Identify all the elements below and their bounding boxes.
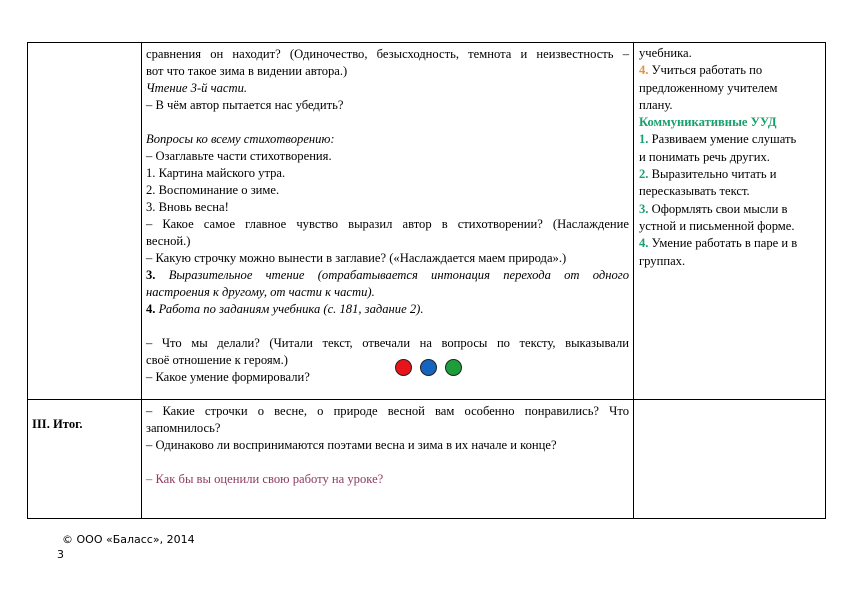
text-line: – Как бы вы оценили свою работу на уроке? — [146, 472, 384, 486]
text-line — [639, 62, 821, 79]
text-line — [639, 201, 821, 218]
table-row — [28, 43, 826, 400]
empty-cell — [634, 400, 826, 519]
text-line: группах. — [639, 253, 686, 268]
text-line: предложенному учителем — [639, 80, 778, 95]
text-line: Чтение 3-й части. — [146, 81, 248, 95]
text-line: запомнилось? — [146, 421, 221, 435]
text-line: вот что такое зима в видении автора.) — [146, 64, 348, 78]
item-number: 4. — [639, 63, 649, 78]
text-line: весной.) — [146, 234, 191, 248]
copyright-text: © ООО «Баласс», 2014 — [62, 533, 195, 546]
item-number: 3. — [639, 201, 649, 216]
text-line: сравнения он находит? (Одиночество, безысходность, темнота и неизвестность – — [146, 47, 629, 61]
item-text: Умение работать в паре и в — [651, 236, 798, 251]
text-line: пересказывать текст. — [639, 184, 750, 199]
text-line — [639, 235, 821, 252]
activity-cell — [142, 43, 634, 400]
text-line: учебника. — [639, 46, 692, 60]
text-line — [146, 301, 629, 318]
item-text: Оформлять свои мысли в — [651, 201, 788, 216]
stage-cell-empty — [28, 43, 142, 400]
text-line: плану. — [639, 97, 673, 112]
red-dot — [395, 359, 412, 376]
text-line: настроения к другому, от части к части). — [146, 285, 375, 299]
green-dot — [445, 359, 462, 376]
table-row — [28, 400, 826, 519]
text-line: устной и письменной форме. — [639, 218, 795, 233]
text-line: – Какое умение формировали? — [146, 370, 310, 384]
item-number: 4. — [146, 302, 156, 316]
text-line: – Озаглавьте части стихотворения. — [146, 149, 332, 163]
text-line: – Какую строчку можно вынести в заглавие? («Наслаждается маем природа».) — [146, 251, 567, 265]
text-line: 3. Вновь весна! — [146, 200, 229, 214]
item-number: 1. — [639, 132, 649, 147]
text-line: своё отношение к героям.) — [146, 353, 288, 367]
text-line: – Какие строчки о весне, о природе весной вам особенно понравились? Что — [146, 404, 629, 418]
lesson-table — [27, 42, 826, 519]
text-line: – В чём автор пытается нас убедить? — [146, 98, 344, 112]
text-line: – Одинаково ли воспринимаются поэтами весна и зима в их начале и конце? — [146, 438, 557, 452]
text-line: 2. Воспоминание о зиме. — [146, 183, 280, 197]
text-line: Вопросы ко всему стихотворению: — [146, 132, 335, 146]
blue-dot — [420, 359, 437, 376]
uud-cell — [634, 43, 826, 400]
item-text: Развиваем умение слушать — [651, 132, 797, 147]
text-line: – Какое самое главное чувство выразил автор в стихотворении? (Наслаждение — [146, 217, 629, 231]
item-number: 4. — [639, 236, 649, 251]
item-number: 3. — [146, 268, 156, 282]
text-line — [639, 131, 821, 148]
item-text: Учиться работать по — [651, 63, 763, 78]
summary-cell — [142, 400, 634, 519]
item-number: 2. — [639, 167, 649, 182]
text-line: и понимать речь других. — [639, 149, 770, 164]
item-text: Выразительное чтение (отрабатывается интонация перехода от одного — [168, 268, 629, 282]
uud-heading: Коммуникативные УУД — [639, 115, 777, 130]
self-assessment-dots — [395, 359, 462, 376]
text-line: 1. Картина майского утра. — [146, 166, 286, 180]
text-line: – Что мы делали? (Читали текст, отвечали на вопросы по тексту, выказывали — [146, 336, 629, 350]
item-text: Работа по заданиям учебника (с. 181, задание 2). — [158, 302, 424, 316]
text-line — [146, 267, 629, 284]
item-text: Выразительно читать и — [651, 167, 777, 182]
page-number: 3 — [57, 548, 64, 561]
text-line — [639, 166, 821, 183]
stage-cell: III. Итог. — [28, 400, 142, 519]
